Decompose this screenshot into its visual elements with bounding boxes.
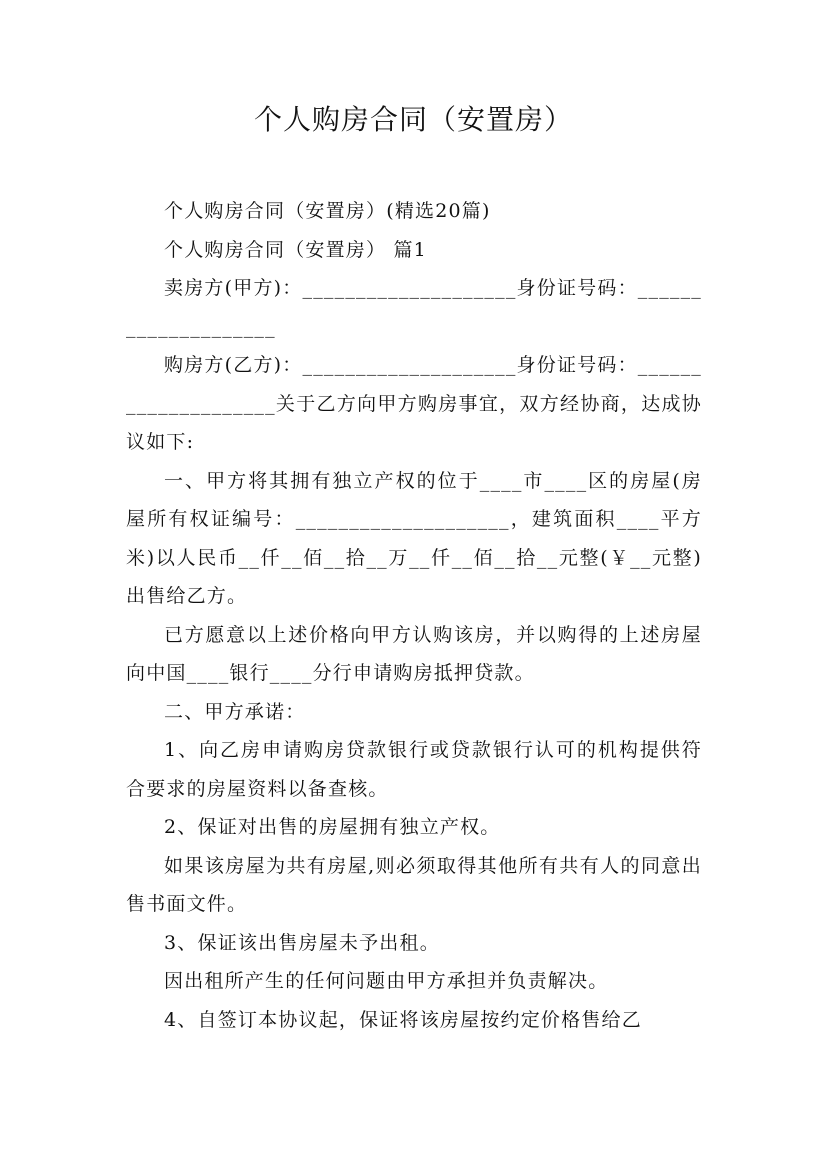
paragraph-buyer-agreement: 已方愿意以上述价格向甲方认购该房，并以购得的上述房屋向中国____银行____分行申请购房抵押贷款。 [126, 623, 702, 684]
paragraph-buyer: 购房方(乙方)：____________________身份证号码：____________________关于乙方向甲方购房事宜，双方经协商，达成协议如下: [126, 354, 702, 453]
document-body [126, 192, 702, 1039]
paragraph-rental-issues: 因出租所产生的任何问题由甲方承担并负责解决。 [164, 970, 609, 992]
paragraph-clause-2-item-3: 3、保证该出售房屋未予出租。 [164, 931, 440, 954]
document-title: 个人购房合同（安置房） [253, 103, 573, 136]
paragraph-shared-ownership: 如果该房屋为共有房屋,则必须取得其他所有共有人的同意出售书面文件。 [126, 854, 702, 915]
paragraph-seller: 卖房方(甲方)：____________________身份证号码：____________________ [126, 277, 702, 338]
paragraph-subtitle: 个人购房合同（安置房）(精选20篇) [164, 200, 491, 222]
paragraph-clause-1: 一、甲方将其拥有独立产权的位于____市____区的房屋(房屋所有权证编号：____________________，建筑面积____平方米)以人民币__仟__佰__拾__万__仟__佰__拾__元整(￥__元整)出售给乙方。 [126, 469, 702, 607]
paragraph-section-heading: 个人购房合同（安置房） 篇1 [164, 238, 427, 261]
paragraph-clause-2-item-2: 2、保证对出售的房屋拥有独立产权。 [164, 816, 501, 838]
paragraph-clause-2-item-1: 1、向乙房申请购房贷款银行或贷款银行认可的机构提供符合要求的房屋资料以备查核。 [126, 739, 702, 800]
paragraph-clause-2-item-4: 4、自签订本协议起，保证将该房屋按约定价格售给乙 [164, 1008, 642, 1031]
paragraph-clause-2-heading: 二、甲方承诺： [164, 700, 306, 723]
